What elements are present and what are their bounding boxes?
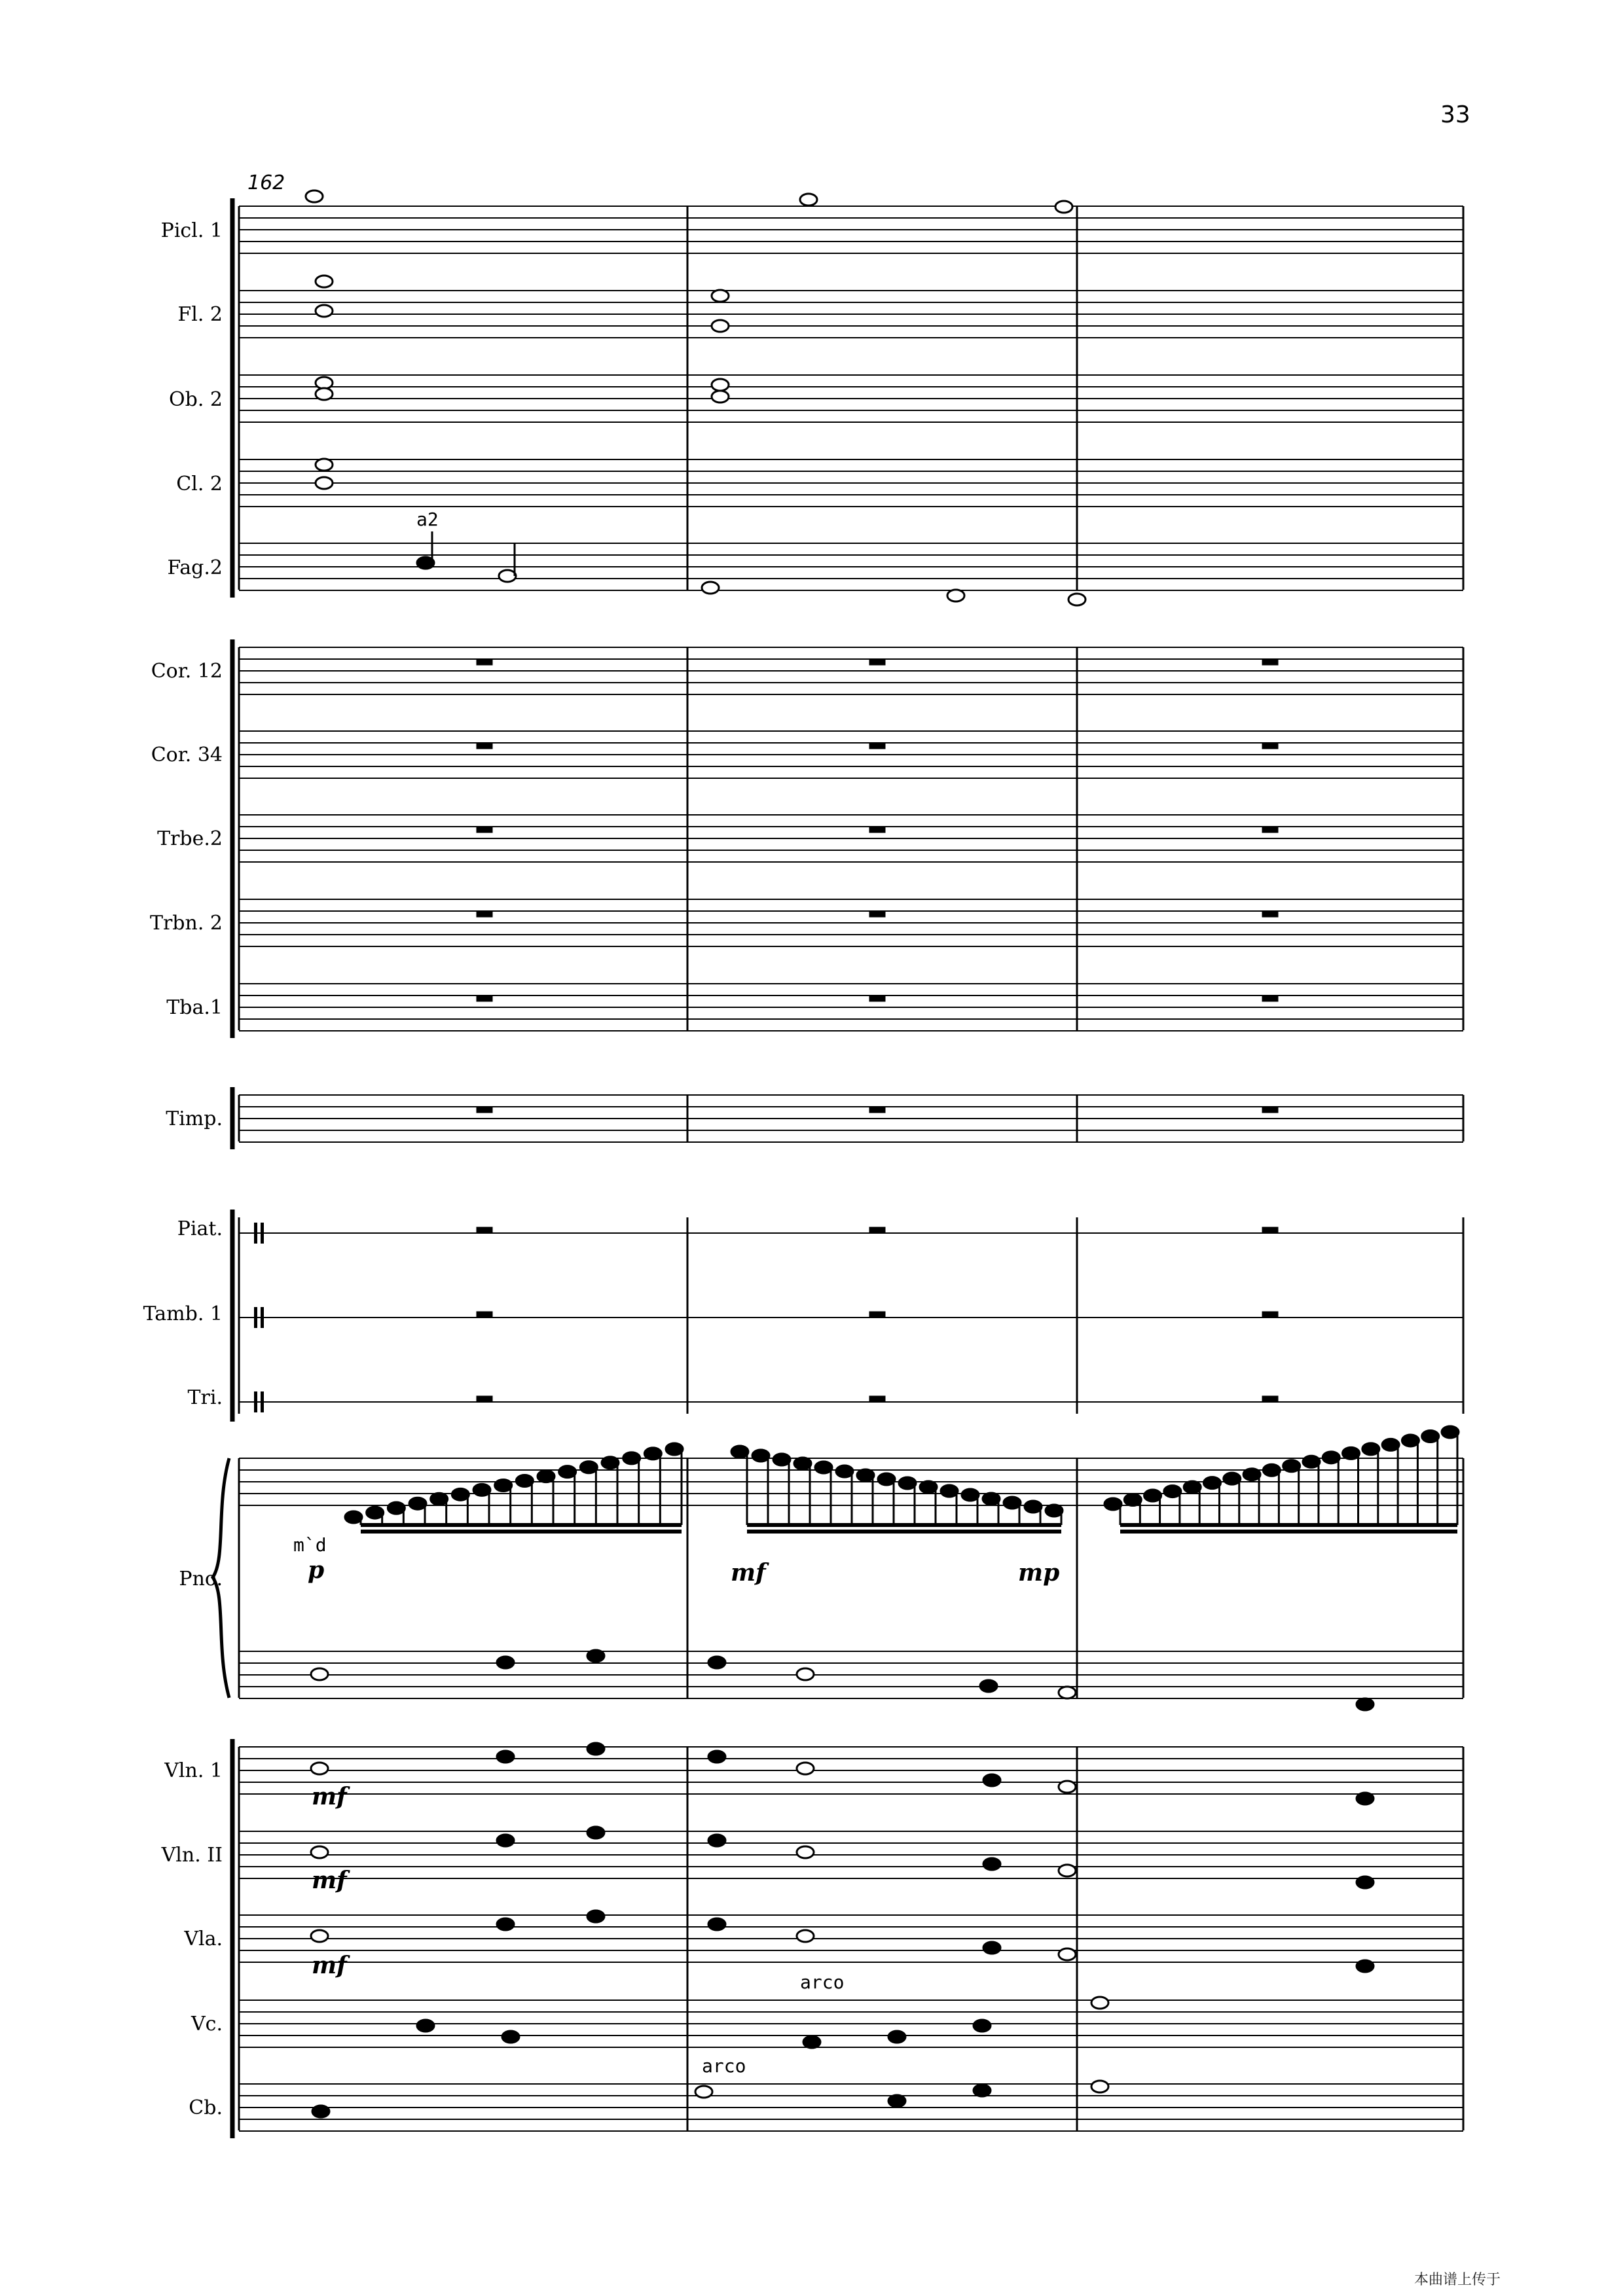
notehead — [1224, 1473, 1241, 1484]
notehead — [587, 1827, 604, 1839]
notehead — [345, 1511, 362, 1523]
staff-oboe — [239, 375, 1463, 422]
notehead — [983, 1942, 1000, 1954]
notehead — [708, 1751, 725, 1763]
whole-rest — [1262, 827, 1278, 833]
notehead — [1357, 1698, 1374, 1710]
notehead — [587, 1910, 604, 1922]
notehead — [1104, 1498, 1122, 1510]
staff-triangle — [239, 1391, 1463, 1412]
notehead — [388, 1502, 405, 1514]
instrument-label-cello: Vc. — [191, 2013, 223, 2036]
notehead — [899, 1477, 916, 1489]
whole-rest — [477, 996, 492, 1001]
staff-viola — [239, 1915, 1463, 1962]
notehead — [587, 1650, 604, 1662]
notehead — [941, 1485, 958, 1497]
notehead — [431, 1493, 448, 1505]
notehead — [920, 1481, 937, 1493]
notehead — [1046, 1505, 1063, 1516]
notehead — [1144, 1490, 1161, 1501]
notehead — [794, 1458, 811, 1469]
notehead — [1382, 1439, 1399, 1450]
notehead — [316, 459, 333, 471]
notehead — [367, 1507, 384, 1518]
notehead — [1059, 1948, 1076, 1960]
whole-rest — [477, 1312, 492, 1318]
staff-clarinet — [239, 459, 1463, 507]
notehead — [752, 1450, 769, 1462]
marking-md: m`d — [293, 1534, 327, 1556]
whole-rest — [869, 1107, 885, 1113]
notehead — [1184, 1481, 1201, 1493]
notehead — [888, 2095, 905, 2107]
notehead — [983, 1774, 1000, 1786]
notehead — [731, 1446, 748, 1458]
whole-rest — [869, 827, 885, 833]
dynamic-viola-mf: mf — [312, 1952, 347, 1979]
notehead — [708, 1657, 725, 1668]
notehead — [306, 190, 323, 202]
dynamic-violin1-mf: mf — [312, 1783, 347, 1810]
staff-timpani — [239, 1095, 1463, 1142]
dynamic-violin2-mf: mf — [312, 1867, 347, 1894]
notehead — [947, 590, 964, 601]
whole-rest — [477, 1396, 492, 1402]
instrument-label-bassoon: Fag.2 — [167, 556, 223, 579]
notehead — [797, 1668, 814, 1680]
notehead — [1055, 201, 1072, 213]
staff-contrabass — [239, 2084, 1463, 2131]
whole-rest — [477, 1227, 492, 1233]
instrument-label-viola: Vla. — [184, 1928, 223, 1950]
notehead — [316, 276, 333, 287]
notehead — [708, 1918, 725, 1930]
dynamic-piano-mp: mp — [1018, 1559, 1060, 1587]
notehead — [1059, 1865, 1076, 1876]
notehead — [587, 1743, 604, 1755]
instrument-label-violin-2: Vln. II — [161, 1844, 223, 1867]
notehead — [497, 1918, 514, 1930]
notehead — [602, 1457, 619, 1469]
notehead — [1402, 1435, 1419, 1446]
notehead — [983, 1858, 1000, 1870]
notehead — [712, 320, 729, 332]
notehead — [1357, 1960, 1374, 1972]
instrument-label-trumpet: Trbe.2 — [157, 827, 223, 850]
staff-cymbals — [239, 1223, 1463, 1244]
notehead — [1322, 1452, 1340, 1463]
notehead — [316, 477, 333, 489]
footer-upload-notice: 本曲谱上传于 — [1414, 2272, 1501, 2288]
instrument-label-horn-12: Cor. 12 — [151, 660, 223, 683]
notehead — [708, 1835, 725, 1846]
notehead — [702, 582, 719, 594]
whole-rest — [1262, 743, 1278, 749]
notehead — [1059, 1781, 1076, 1793]
staff-horn-34 — [239, 731, 1463, 778]
marking-arco-bass: arco — [702, 2055, 746, 2077]
notehead — [1303, 1456, 1320, 1467]
notehead — [311, 1668, 328, 1680]
notehead — [1124, 1494, 1141, 1506]
notehead — [316, 305, 333, 317]
staff-piano-lh — [239, 1651, 1463, 1698]
notehead — [452, 1488, 469, 1500]
instrument-label-clarinet: Cl. 2 — [176, 473, 223, 495]
instrument-label-cymbals: Piat. — [177, 1217, 223, 1240]
notehead — [974, 2020, 991, 2032]
whole-rest — [1262, 996, 1278, 1001]
notehead — [644, 1448, 661, 1460]
whole-rest — [1262, 911, 1278, 917]
notehead — [1442, 1426, 1459, 1438]
notehead — [695, 2086, 712, 2098]
notehead — [316, 377, 333, 389]
whole-rest — [477, 911, 492, 917]
notehead — [1362, 1443, 1379, 1455]
notehead — [1164, 1486, 1181, 1498]
staff-tuba — [239, 984, 1463, 1031]
notehead — [836, 1465, 853, 1477]
instrument-label-tuba: Tba.1 — [166, 996, 223, 1019]
notehead — [1004, 1497, 1021, 1509]
notehead — [712, 290, 729, 302]
notehead — [888, 2031, 905, 2043]
notehead — [1243, 1469, 1260, 1480]
staff-trombone — [239, 899, 1463, 946]
notehead — [409, 1498, 426, 1509]
notehead — [1025, 1501, 1042, 1513]
notehead — [497, 1751, 514, 1763]
notehead — [316, 388, 333, 400]
whole-rest — [869, 996, 885, 1001]
notehead — [516, 1475, 533, 1487]
instrument-label-flute: Fl. 2 — [177, 303, 223, 326]
notehead — [1343, 1447, 1360, 1459]
instrument-label-triangle: Tri. — [187, 1386, 223, 1409]
notehead — [497, 1835, 514, 1846]
notehead — [1091, 2081, 1108, 2092]
notehead — [773, 1454, 790, 1465]
instrument-label-trombone: Trbn. 2 — [149, 912, 223, 935]
dynamic-piano-p: p — [308, 1556, 325, 1584]
whole-rest — [869, 659, 885, 665]
notehead — [623, 1452, 640, 1464]
notehead — [559, 1466, 576, 1478]
notehead — [580, 1462, 597, 1473]
instrument-label-contrabass: Cb. — [189, 2096, 223, 2119]
notehead — [803, 2036, 820, 2048]
notehead — [312, 2106, 329, 2117]
staff-piccolo — [239, 206, 1463, 253]
notehead — [815, 1462, 832, 1473]
notehead — [1059, 1687, 1076, 1698]
notehead — [311, 1846, 328, 1858]
page-number: 33 — [1440, 101, 1470, 128]
whole-rest — [1262, 1107, 1278, 1113]
whole-rest — [869, 1227, 885, 1233]
notehead — [712, 379, 729, 391]
staff-trumpet — [239, 815, 1463, 862]
whole-rest — [1262, 1227, 1278, 1233]
instrument-label-piano: Pno. — [179, 1568, 223, 1590]
whole-rest — [1262, 1396, 1278, 1402]
marking-arco-viola: arco — [800, 1971, 845, 1993]
notehead — [1091, 1997, 1108, 2009]
notehead — [1357, 1876, 1374, 1888]
instrument-label-violin-1: Vln. 1 — [164, 1759, 223, 1782]
whole-rest — [869, 1312, 885, 1318]
notehead — [797, 1763, 814, 1774]
notehead — [311, 1763, 328, 1774]
notehead — [538, 1471, 555, 1482]
whole-rest — [477, 659, 492, 665]
whole-rest — [1262, 659, 1278, 665]
notehead — [800, 194, 817, 206]
whole-rest — [869, 743, 885, 749]
notehead — [878, 1473, 895, 1485]
whole-rest — [477, 743, 492, 749]
notehead — [1203, 1477, 1220, 1489]
notehead — [974, 2085, 991, 2096]
notehead — [499, 570, 516, 582]
whole-rest — [869, 911, 885, 917]
notehead — [797, 1846, 814, 1858]
staff-tambourine — [239, 1307, 1463, 1328]
marking-a2: a2 — [416, 509, 439, 530]
notehead — [857, 1469, 874, 1481]
notehead — [497, 1657, 514, 1668]
notehead — [1357, 1793, 1374, 1804]
whole-rest — [477, 1107, 492, 1113]
notehead — [1283, 1460, 1300, 1472]
staff-horn-12 — [239, 647, 1463, 694]
notehead — [1068, 594, 1085, 605]
dynamic-piano-mf: mf — [731, 1559, 766, 1587]
notehead — [666, 1443, 683, 1455]
staff-flute — [239, 291, 1463, 338]
whole-rest — [1262, 1312, 1278, 1318]
notehead — [1422, 1430, 1439, 1442]
whole-rest — [869, 1396, 885, 1402]
notehead — [473, 1484, 490, 1496]
notehead — [962, 1489, 979, 1501]
notehead — [502, 2031, 519, 2043]
staff-violin-2 — [239, 1831, 1463, 1878]
instrument-label-oboe: Ob. 2 — [169, 388, 223, 411]
instrument-label-tambourine: Tamb. 1 — [143, 1302, 223, 1325]
rehearsal-mark: 162 — [247, 171, 285, 194]
instrument-label-horn-34: Cor. 34 — [151, 744, 223, 766]
notehead — [983, 1493, 1000, 1505]
instrument-label-timpani: Timp. — [166, 1107, 223, 1130]
notehead — [495, 1479, 512, 1491]
notehead — [712, 391, 729, 403]
whole-rest — [477, 827, 492, 833]
staff-violin-1 — [239, 1747, 1463, 1794]
notehead — [797, 1930, 814, 1942]
notehead — [311, 1930, 328, 1942]
instrument-label-piccolo: Picl. 1 — [160, 219, 223, 242]
notehead — [1263, 1464, 1280, 1476]
notehead — [980, 1680, 997, 1692]
notehead — [417, 2020, 434, 2032]
